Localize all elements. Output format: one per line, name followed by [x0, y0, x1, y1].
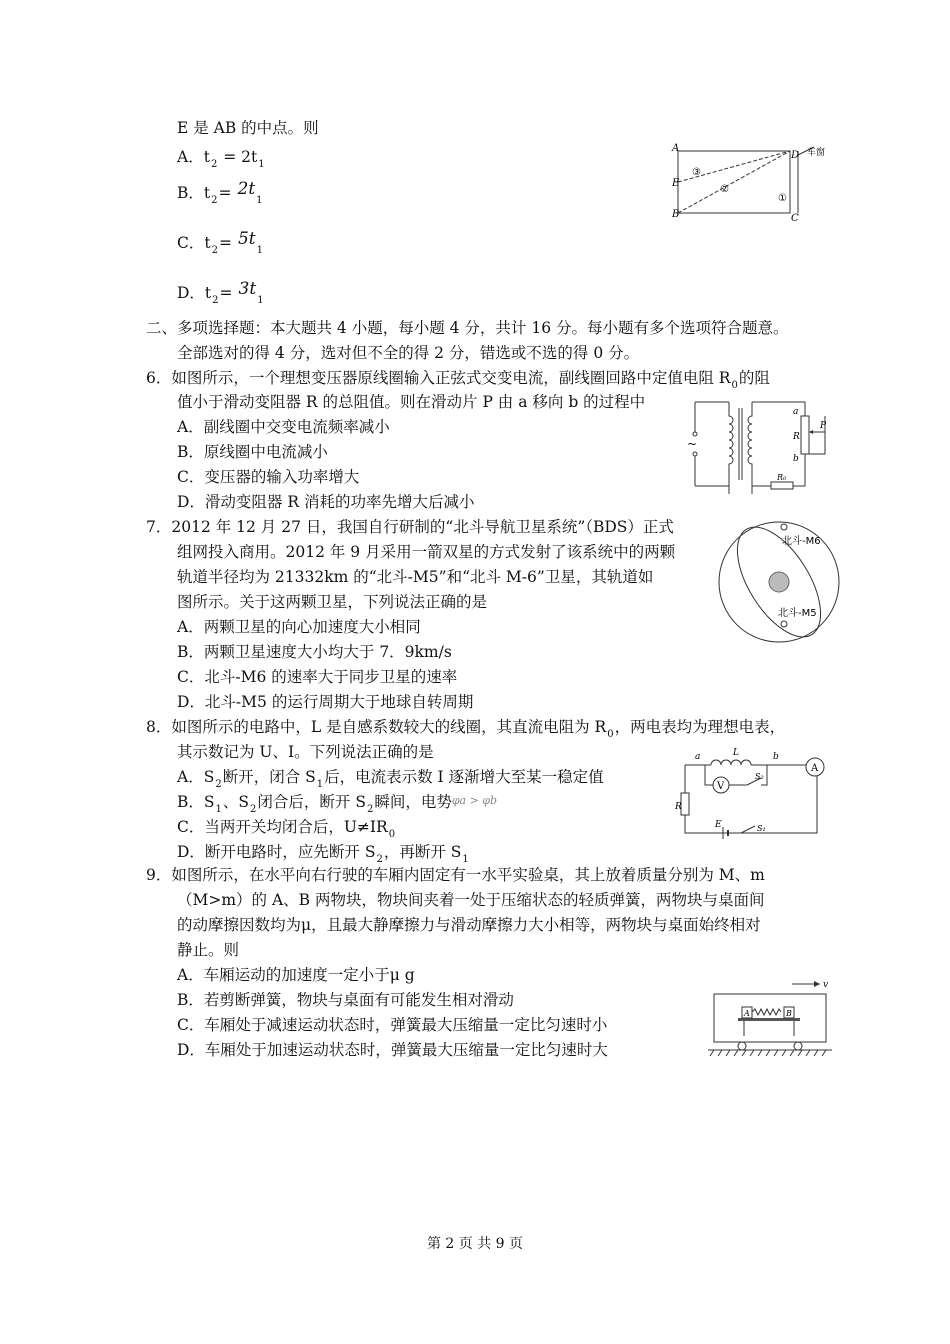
q7-stem-line1: 7．2012 年 12 月 27 日，我国自行研制的“北斗导航卫星系统”（BDS）正式 — [146, 518, 674, 536]
q8-opt-a-s2: 1 — [316, 779, 324, 790]
q5-fig-path2: ② — [720, 184, 729, 195]
q6-fig-ac: ~ — [687, 437, 698, 451]
q8-fig-l: L — [733, 748, 739, 758]
q8-opt-b-p3: 闭合后，断开 S — [257, 793, 366, 811]
q5-opt-a-sub1: 2 — [210, 159, 218, 170]
q7-orbit-figure — [712, 516, 846, 646]
q5-fig-label-e: E — [672, 178, 680, 189]
q7-stem-line4: 图所示。关于这两颗卫星，下列说法正确的是 — [177, 593, 488, 611]
q9-fig-v: v — [823, 980, 829, 990]
q8-fig-e: E — [715, 820, 722, 830]
q8-opt-b-phi: φa > φb — [451, 794, 498, 807]
q5-opt-c-sub1: 2 — [211, 245, 218, 256]
q8-line1-sub: 0 — [607, 729, 614, 740]
q8-opt-b-s2: 2 — [250, 804, 257, 815]
q7-stem-line3: 轨道半径均为 21332km 的“北斗-M5”和“北斗 M-6”卫星，其轨道如 — [177, 568, 654, 586]
q6-stem-line1 — [146, 367, 770, 392]
q5-opt-d-eq: = — [219, 284, 233, 302]
q6-fig-r0: R₀ — [777, 473, 787, 482]
q9-fig-b: B — [786, 1009, 792, 1018]
q6-option-c[interactable]: C．变压器的输入功率增大 — [177, 468, 360, 486]
q5-opt-b-num: 2t — [237, 179, 256, 199]
q9-stem-line4: 静止。则 — [177, 941, 240, 959]
q6-line1-sub: 0 — [731, 380, 738, 391]
q7-option-b[interactable]: B．两颗卫星速度大小均大于 7．9km/s — [177, 643, 452, 661]
q8-option-c[interactable] — [177, 816, 396, 841]
q8-opt-c-s1: 0 — [388, 829, 396, 840]
section2-heading-line2: 全部选对的得 4 分，选对但不全的得 2 分，错选或不选的得 0 分。 — [177, 344, 640, 362]
q6-line1-tail: 的阻 — [738, 369, 770, 387]
q8-stem-line1 — [146, 716, 785, 741]
q6-transformer-figure — [685, 394, 835, 494]
q8-fig-r: R — [675, 802, 682, 812]
q5-opt-c-label: C．t — [177, 234, 211, 252]
q6-option-b[interactable]: B．原线圈中电流减小 — [177, 443, 328, 461]
q5-opt-d-sub2: 1 — [257, 295, 264, 306]
q5-opt-b-sub1: 2 — [211, 195, 218, 206]
q5-option-c[interactable] — [177, 229, 264, 257]
q5-opt-d-label: D．t — [177, 284, 212, 302]
q6-fig-a: a — [793, 407, 799, 417]
q5-figure — [670, 143, 830, 223]
q5-fig-path1: ① — [778, 193, 787, 204]
q8-opt-b-p1: B．S — [177, 793, 215, 811]
q5-opt-a-label: A．t — [177, 148, 210, 166]
q8-opt-d-s1: 2 — [376, 854, 383, 865]
q6-stem-line2: 值小于滑动变阻器 R 的总阻值。则在滑动片 P 由 a 移向 b 的过程中 — [177, 393, 646, 411]
q5-fig-window: 车窗 — [807, 148, 826, 158]
q5-opt-a-mid: = 2t — [218, 148, 258, 166]
q9-option-c[interactable]: C．车厢处于减速运动状态时，弹簧最大压缩量一定比匀速时小 — [177, 1016, 608, 1034]
q9-option-b[interactable]: B．若剪断弹簧，物块与桌面有可能发生相对滑动 — [177, 991, 514, 1009]
q8-option-a[interactable] — [177, 766, 604, 791]
q5-opt-a-sub2: 1 — [258, 159, 265, 170]
q9-fig-a: A — [744, 1009, 750, 1018]
q8-opt-b-s3: 2 — [366, 804, 374, 815]
q8-fig-s1: S₁ — [757, 824, 766, 833]
q5-opt-c-num: 5t — [237, 229, 256, 249]
q6-option-a[interactable]: A．副线圈中交变电流频率减小 — [177, 418, 390, 436]
q6-fig-b: b — [793, 454, 799, 464]
q9-option-d[interactable]: D．车厢处于加速运动状态时，弹簧最大压缩量一定比匀速时大 — [177, 1041, 608, 1059]
q9-option-a[interactable]: A．车厢运动的加速度一定小于μ g — [177, 966, 415, 984]
q5-fig-label-d: D — [791, 150, 800, 161]
page-footer: 第 2 页 共 9 页 — [426, 1236, 524, 1252]
q9-carriage-figure — [706, 978, 836, 1058]
q7-fig-m5: 北斗-M5 — [778, 608, 817, 619]
q5-opt-c-sub2: 1 — [256, 245, 263, 256]
q5-opt-d-sub1: 2 — [212, 295, 219, 306]
q5-option-d[interactable] — [177, 279, 265, 307]
q5-stem-tail: E 是 AB 的中点。则 — [177, 119, 319, 137]
q6-line1-text: 6．如图所示，一个理想变压器原线圈输入正弦式交变电流，副线圈回路中定值电阻 R — [146, 369, 731, 387]
q7-stem-line2: 组网投入商用。2012 年 9 月采用一箭双星的方式发射了该系统中的两颗 — [177, 543, 676, 561]
q5-fig-label-a: A — [672, 143, 680, 154]
q6-fig-r: R — [793, 432, 800, 442]
q5-opt-b-sub2: 1 — [256, 195, 263, 206]
q7-option-a[interactable]: A．两颗卫星的向心加速度大小相同 — [177, 618, 421, 636]
q8-opt-a-s1: 2 — [215, 779, 222, 790]
q8-opt-a-p2: 断开，闭合 S — [222, 768, 316, 786]
q8-opt-b-p2: 、S — [222, 793, 250, 811]
q8-line1-text: 8．如图所示的电路中，L 是自感系数较大的线圈，其直流电阻为 R — [146, 718, 607, 736]
q5-fig-label-c: C — [791, 213, 799, 223]
q8-opt-d-p1: D．断开电路时，应先断开 S — [177, 843, 376, 861]
q6-option-d[interactable]: D．滑动变阻器 R 消耗的功率先增大后减小 — [177, 493, 475, 511]
q8-opt-d-s2: 1 — [462, 854, 469, 865]
q7-option-d[interactable]: D．北斗-M5 的运行周期大于地球自转周期 — [177, 693, 474, 711]
q7-option-c[interactable]: C．北斗-M6 的速率大于同步卫星的速率 — [177, 668, 458, 686]
q8-option-b[interactable] — [177, 791, 497, 816]
q8-option-d[interactable] — [177, 841, 470, 866]
q5-opt-c-eq: = — [218, 234, 232, 252]
q5-opt-b-label: B．t — [177, 184, 211, 202]
q8-opt-d-p2: ，再断开 S — [383, 843, 462, 861]
q5-option-a[interactable] — [177, 146, 266, 171]
q8-opt-b-p4: 瞬间，电势 — [374, 793, 452, 811]
q6-fig-p: P — [820, 421, 827, 431]
q8-line1-tail: ，两电表均为理想电表， — [614, 718, 786, 736]
q5-fig-label-b: B — [672, 209, 680, 220]
q5-fig-path3: ③ — [692, 167, 701, 178]
q8-opt-a-p1: A．S — [177, 768, 215, 786]
q8-fig-ammeter: A — [811, 763, 819, 774]
q8-opt-c-p1: C．当两开关均闭合后，U≠IR — [177, 818, 388, 836]
q9-stem-line3: 的动摩擦因数均为μ，且最大静摩擦力与滑动摩擦力大小相等，两物块与桌面始终相对 — [177, 916, 761, 934]
q8-fig-voltmeter: V — [717, 781, 725, 792]
q8-fig-b: b — [773, 752, 779, 762]
q8-stem-line2: 其示数记为 U、I。下列说法正确的是 — [177, 743, 434, 761]
section2-heading-line1: 二、多项选择题：本大题共 4 小题，每小题 4 分，共计 16 分。每小题有多个选项符合题意。 — [146, 319, 789, 337]
q8-fig-s2: S₂ — [755, 772, 764, 781]
q8-fig-a: a — [695, 752, 701, 762]
q8-opt-a-p3: 后，电流表示数 I 逐渐增大至某一稳定值 — [324, 768, 604, 786]
q5-opt-b-eq: = — [218, 184, 232, 202]
q8-circuit-figure — [675, 745, 835, 841]
q8-opt-b-s1: 1 — [215, 804, 222, 815]
q7-fig-m6: 北斗-M6 — [782, 536, 821, 547]
q5-opt-d-num: 3t — [238, 279, 257, 299]
q5-option-b[interactable] — [177, 179, 264, 207]
q9-stem-line1: 9．如图所示，在水平向右行驶的车厢内固定有一水平实验桌，其上放着质量分别为 M、m — [146, 866, 765, 884]
q9-stem-line2: （M>m）的 A、B 两物块，物块间夹着一处于压缩状态的轻质弹簧，两物块与桌面间 — [177, 891, 765, 909]
